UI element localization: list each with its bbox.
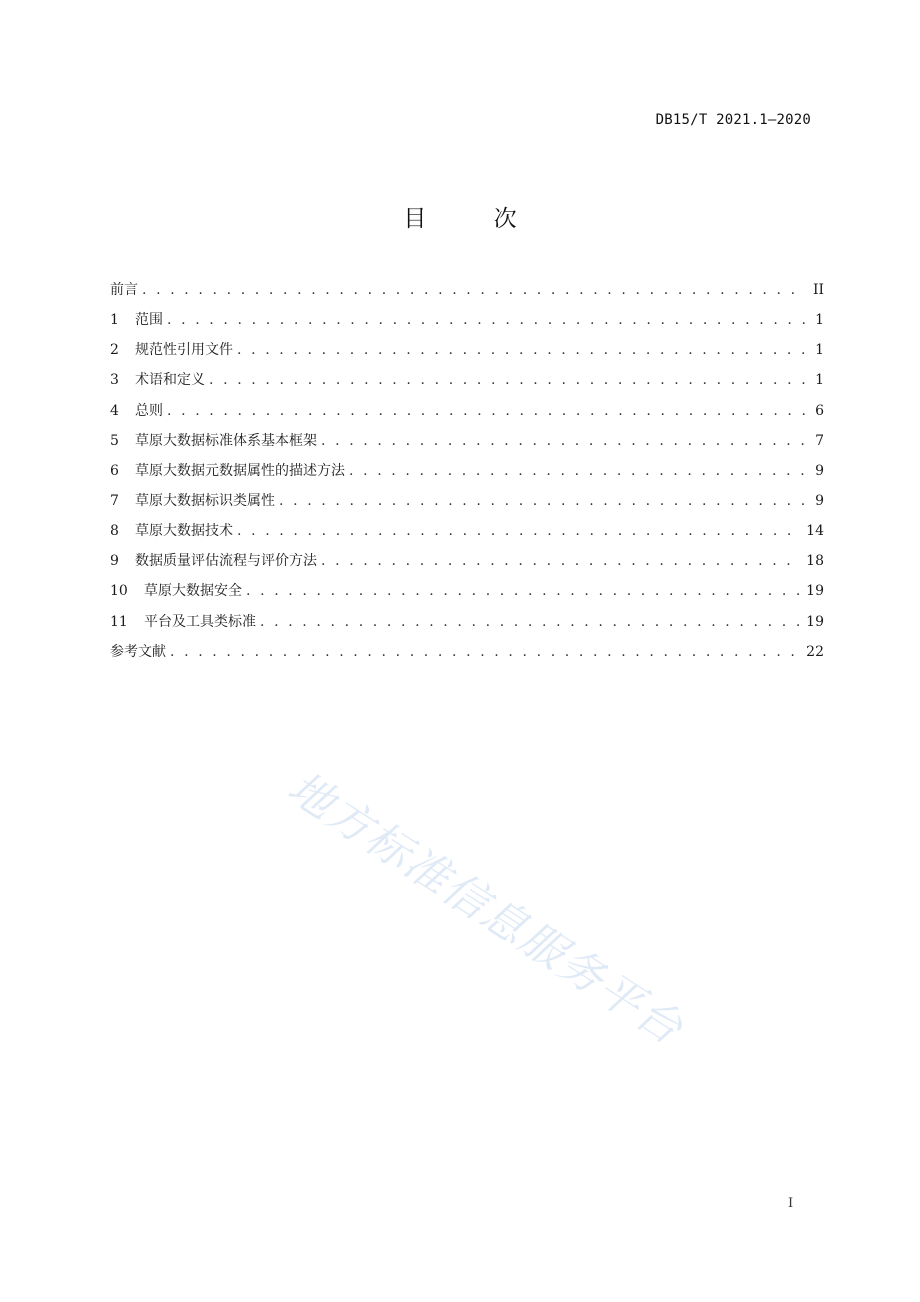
toc-entry-7[interactable] bbox=[110, 487, 824, 517]
toc-entry-text: 术语和定义 bbox=[135, 372, 205, 389]
toc-entry-number: 10 bbox=[110, 583, 128, 600]
toc-entry-number: 3 bbox=[110, 372, 119, 389]
toc-leader-dots bbox=[142, 276, 806, 304]
toc-entry-9[interactable] bbox=[110, 547, 824, 577]
toc-entry-2[interactable] bbox=[110, 336, 824, 366]
toc-leader-dots bbox=[167, 397, 806, 425]
toc-entry-number: 7 bbox=[110, 492, 119, 509]
toc-leader-dots bbox=[167, 306, 806, 334]
toc-entry-text: 草原大数据安全 bbox=[144, 583, 242, 600]
toc-entry-number: 9 bbox=[110, 553, 119, 570]
toc-entry-text: 草原大数据标准体系基本框架 bbox=[135, 432, 317, 449]
toc-entry-8[interactable] bbox=[110, 517, 824, 547]
toc-entry-text: 平台及工具类标准 bbox=[144, 613, 256, 630]
toc-entry-number: 1 bbox=[110, 312, 119, 329]
toc-entry-number: 8 bbox=[110, 523, 119, 540]
toc-entry-page: 1 bbox=[815, 342, 824, 359]
toc-entry-page: 1 bbox=[815, 312, 824, 329]
toc-entry-11[interactable] bbox=[110, 608, 824, 638]
document-code: DB15/T 2021.1—2020 bbox=[655, 112, 811, 128]
toc-leader-dots bbox=[170, 638, 800, 666]
toc-leader-dots bbox=[237, 336, 806, 364]
toc-leader-dots bbox=[246, 577, 800, 605]
toc-entry-foreword[interactable] bbox=[110, 276, 824, 306]
toc-leader-dots bbox=[237, 517, 800, 545]
toc-entry-10[interactable] bbox=[110, 577, 824, 607]
toc-entry-number: 2 bbox=[110, 342, 119, 359]
toc-leader-dots bbox=[260, 608, 800, 636]
toc-entry-page: II bbox=[812, 282, 824, 298]
toc-entry-text: 数据质量评估流程与评价方法 bbox=[135, 553, 317, 570]
toc-entry-page: 22 bbox=[806, 643, 824, 660]
toc-entry-number: 5 bbox=[110, 432, 119, 449]
toc-entry-number: 6 bbox=[110, 462, 119, 479]
watermark-text: 地方标准信息服务平台 bbox=[278, 762, 693, 1056]
toc-entry-text: 范围 bbox=[135, 312, 163, 329]
toc-leader-dots bbox=[279, 487, 806, 515]
toc-entry-text: 草原大数据技术 bbox=[135, 523, 233, 540]
toc-leader-dots bbox=[349, 457, 806, 485]
toc-leader-dots bbox=[209, 366, 806, 394]
toc-leader-dots bbox=[321, 427, 806, 455]
toc-entry-1[interactable] bbox=[110, 306, 824, 336]
toc-entry-page: 19 bbox=[806, 613, 824, 630]
toc-title: 目 次 bbox=[403, 206, 547, 232]
toc-entry-page: 18 bbox=[806, 553, 824, 570]
toc-entry-page: 9 bbox=[815, 492, 824, 509]
toc-entry-page: 14 bbox=[806, 523, 824, 540]
toc-entry-text: 前言 bbox=[110, 282, 138, 298]
toc-entry-6[interactable] bbox=[110, 457, 824, 487]
toc-entry-page: 1 bbox=[815, 372, 824, 389]
toc-entry-page: 19 bbox=[806, 583, 824, 600]
toc-entry-number: 4 bbox=[110, 402, 119, 419]
toc-entry-number: 11 bbox=[110, 613, 128, 630]
toc-entry-text: 规范性引用文件 bbox=[135, 342, 233, 359]
table-of-contents bbox=[110, 276, 824, 668]
toc-entry-page: 9 bbox=[815, 462, 824, 479]
page-number: I bbox=[788, 1196, 794, 1211]
toc-entry-3[interactable] bbox=[110, 366, 824, 396]
toc-entry-page: 6 bbox=[815, 402, 824, 419]
toc-leader-dots bbox=[321, 547, 800, 575]
toc-entry-5[interactable] bbox=[110, 427, 824, 457]
toc-entry-text: 总则 bbox=[135, 402, 163, 419]
toc-entry-page: 7 bbox=[815, 432, 824, 449]
toc-entry-references[interactable] bbox=[110, 638, 824, 668]
toc-entry-text: 草原大数据元数据属性的描述方法 bbox=[135, 462, 345, 479]
toc-entry-text: 草原大数据标识类属性 bbox=[135, 492, 275, 509]
toc-entry-4[interactable] bbox=[110, 397, 824, 427]
toc-entry-text: 参考文献 bbox=[110, 643, 166, 660]
